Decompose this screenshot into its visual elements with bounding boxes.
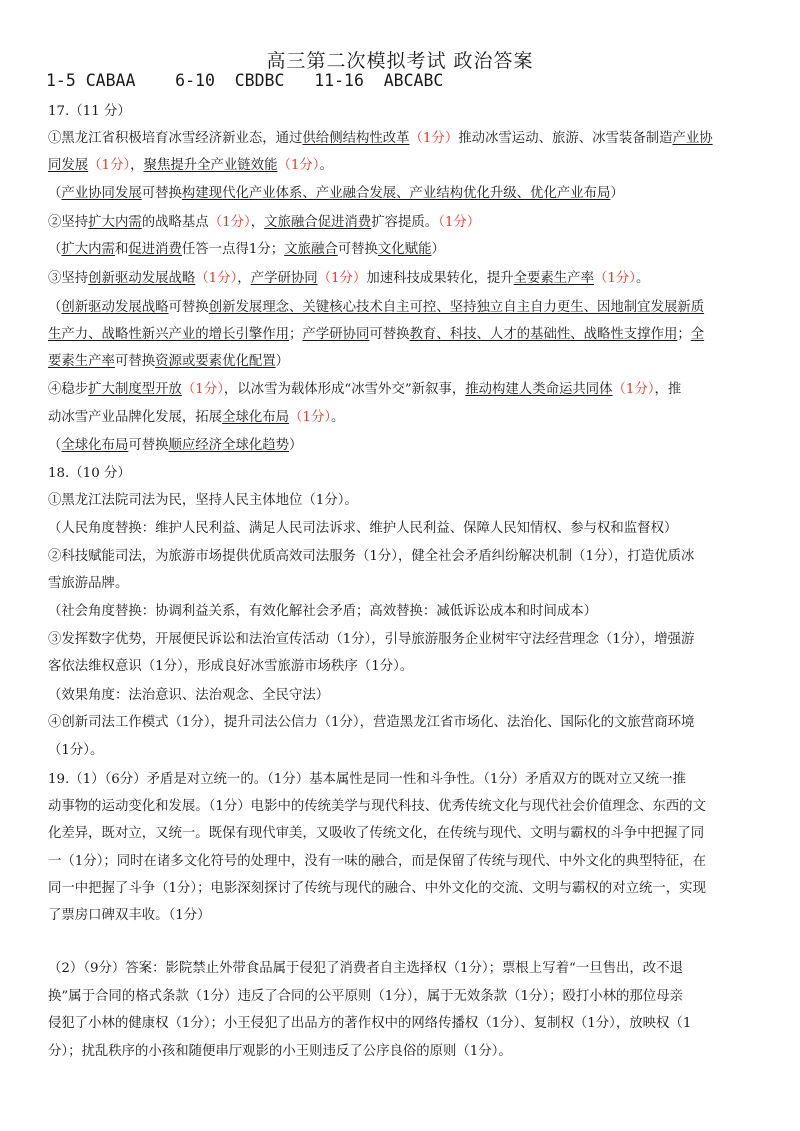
key-phrase: 扩大制度型开放: [88, 382, 182, 397]
answer-text: ）: [289, 438, 303, 453]
answer-line: [48, 492, 753, 510]
answer-line: [48, 631, 753, 649]
answer-text: 可替换: [168, 300, 209, 315]
answer-text: ，推: [654, 382, 682, 397]
answer-text: ）: [610, 186, 624, 201]
score-mark: （1分）: [593, 271, 636, 286]
answer-line: [48, 1015, 753, 1033]
key-phrase: 全: [690, 327, 705, 342]
answer-text: （2）（9分）答案：影院禁止外带食品属于侵犯了消费者自主选择权（1分）；票根上写着“一旦售出，改不退: [48, 961, 683, 976]
answer-text: 可替换: [141, 186, 182, 201]
answer-text: 。: [331, 410, 345, 425]
answer-text: （1分）。: [48, 743, 104, 758]
answer-text: 动冰雪产业品牌化发展，拓展: [48, 410, 223, 425]
answer-line: [48, 1043, 753, 1061]
answer-line: [48, 326, 753, 344]
key-phrase: 产业协: [672, 131, 713, 146]
key-phrase: 产业协同发展: [61, 186, 142, 201]
answer-text: 可替换: [114, 354, 156, 369]
answer-text: ）: [431, 242, 445, 257]
key-phrase: 文化赋能: [377, 242, 432, 257]
score-mark: （1分）: [317, 271, 367, 286]
answer-line: [48, 381, 753, 399]
answer-line: [48, 960, 753, 978]
key-phrase: 创新驱动发展战略: [61, 300, 169, 315]
answer-line: [48, 853, 753, 871]
answer-text: ，: [237, 271, 251, 286]
answer-line: [48, 742, 753, 760]
key-phrase: 教育、科技、人才的基础性、战略性支撑作用: [409, 327, 678, 342]
answer-text: （人民角度替换：维护人民利益、满足人民司法诉求、维护人民利益、保障人民知情权、参与权和监督权）: [48, 521, 678, 536]
answer-text: 扩容提质。: [371, 215, 439, 230]
answer-text: ，: [130, 158, 144, 173]
answer-text: 的战略基点: [141, 215, 209, 230]
answer-text: 动事物的运动变化和发展。（1分）电影中的传统美学与现代科技、优秀传统文化与现代社会价值理念、东西的文: [48, 799, 706, 814]
answer-text: ①黑龙江法院司法为民，坚持人民主体地位（1分）。: [48, 493, 358, 508]
score-mark: （1分）: [277, 158, 320, 173]
answer-line: [48, 907, 753, 925]
answer-line: [48, 687, 753, 705]
answer-text: ③发挥数字优势，开展便民诉讼和法治宣传活动（1分），引导旅游服务企业树牢守法经营理念（1分），增强游: [48, 632, 695, 647]
answer-text: （: [48, 438, 62, 453]
key-phrase: 全要素生产率: [513, 271, 594, 286]
key-phrase: 扩大内需: [61, 242, 115, 257]
answer-line: [48, 157, 753, 175]
key-phrase: 全球化布局: [222, 410, 290, 425]
answer-text: 雪旅游品牌。: [48, 576, 129, 591]
answer-text: 。: [635, 271, 650, 286]
answer-text: ；: [289, 327, 303, 342]
answer-line: [48, 130, 753, 148]
answer-line: [48, 465, 753, 483]
answer-text: ③坚持: [48, 271, 89, 286]
key-phrase: 创新发展理念、关键核心技术自主可控、坚持独立自主自力更生、因地制宜发展新质: [208, 300, 705, 315]
key-phrase: 同发展: [48, 158, 89, 173]
answer-line: [48, 353, 753, 371]
answer-text: 可替换: [369, 327, 410, 342]
answer-text: 一（1分）；同时在诸多文化符号的处理中，没有一味的融合，而是保留了传统与现代、中外文化的典型特征，在: [48, 854, 706, 869]
answer-text: 推动冰雪运动、旅游、冰雪装备制造: [458, 131, 673, 146]
score-mark: （1分）: [289, 410, 332, 425]
key-phrase: 顺应经济全球化趋势: [168, 438, 290, 453]
answer-text: ④创新司法工作模式（1分），提升司法公信力（1分），营造黑龙江省市场化、法治化、国际化的文旅营商环境: [48, 715, 695, 730]
answer-line: [48, 270, 753, 288]
answer-text: 加速科技成果转化，提升: [366, 271, 514, 286]
key-phrase: 聚焦提升全产业链效能: [143, 158, 278, 173]
key-phrase: 文旅融合: [284, 242, 338, 257]
answer-line: [48, 299, 753, 317]
answer-text: ④稳步: [48, 382, 89, 397]
answer-text: （: [48, 242, 62, 257]
answer-text: 侵犯了小林的健康权（1分）；小王侵犯了出品方的著作权中的网络传播权（1分）、复制权（1分），放映权（1: [48, 1016, 692, 1031]
answer-line: [48, 988, 753, 1006]
answer-text: ）: [275, 354, 290, 369]
key-phrase: 产学研协同: [302, 327, 370, 342]
score-mark: （1分）: [195, 271, 238, 286]
answer-text: ，以冰雪为载体形成“冰雪外交”新叙事，: [223, 382, 466, 397]
answer-text: 17.（11 分）: [48, 104, 131, 119]
answer-text: 和: [114, 242, 129, 257]
answer-text: 。: [319, 158, 333, 173]
answer-line: [48, 520, 753, 538]
answer-text: 同一中把握了斗争（1分）；电影深刻探讨了传统与现代的融合、中外文化的交流、文明与霸权的对立统一，实现: [48, 881, 706, 896]
answer-line: [48, 548, 753, 566]
answer-text: 化差异，既对立，又统一。既保有现代审美，又吸收了传统文化，在传统与现代、文明与霸权的斗争中把握了同: [48, 826, 705, 841]
answer-line: [48, 771, 753, 789]
answer-text: ②坚持: [48, 215, 89, 230]
answer-text: （: [48, 186, 62, 201]
answer-text: ，: [250, 215, 265, 230]
key-phrase: 构建现代化产业体系、产业融合发展、产业结构优化升级、优化产业布局: [181, 186, 611, 201]
answer-text: 分）；扰乱秩序的小孩和随便串厅观影的小王则违反了公序良俗的原则（1分）。: [48, 1044, 512, 1059]
answer-line: [48, 437, 753, 455]
answer-text: 了票房口碑双丰收。（1分）: [48, 908, 211, 923]
answer-line: [48, 798, 753, 816]
answer-text: （社会角度替换：协调利益关系，有效化解社会矛盾；高效替换：减低诉讼成本和时间成本）: [48, 604, 598, 619]
answer-text: （: [48, 300, 62, 315]
score-mark: （1分）: [88, 158, 131, 173]
key-phrase: 扩大内需: [88, 215, 142, 230]
answer-line: [48, 185, 753, 203]
key-phrase: 资源或要素优化配置: [155, 354, 276, 369]
key-phrase: 促进消费: [128, 242, 182, 257]
answer-text: 可替换: [337, 242, 378, 257]
score-mark: （1分）: [438, 215, 481, 230]
answer-text: 可替换: [128, 438, 169, 453]
answer-line: [48, 714, 753, 732]
answer-line: [48, 214, 753, 232]
answer-text: 任答一点得1分；: [181, 242, 285, 257]
key-phrase: 供给侧结构性改革: [302, 131, 410, 146]
key-phrase: 全球化布局: [61, 438, 129, 453]
key-phrase: 产学研协同: [250, 271, 318, 286]
answer-text: ；: [677, 327, 691, 342]
answer-line: [48, 103, 753, 121]
score-mark: （1分）: [612, 382, 655, 397]
answer-text: 19.（1）（6分）矛盾是对立统一的。（1分）基本属性是同一性和斗争性。（1分）矛盾双方的既对立又统一推: [48, 772, 686, 787]
key-phrase: 生产力、战略性新兴产业的增长引擎作用: [48, 327, 290, 342]
answer-text: ①黑龙江省积极培育冰雪经济新业态，通过: [48, 131, 303, 146]
key-phrase: 推动构建人类命运共同体: [465, 382, 613, 397]
score-mark: （1分）: [181, 382, 224, 397]
key-phrase: 文旅融合促进消费: [264, 215, 372, 230]
answer-text: 客依法维权意识（1分），形成良好冰雪旅游市场秩序（1分）。: [48, 659, 414, 674]
answer-line: [48, 241, 753, 259]
multiple-choice-answers: 1-5 CABAA 6-10 CBDBC 11-16 ABCABC: [46, 71, 444, 90]
answer-line: [48, 880, 753, 898]
answer-line: [48, 658, 753, 676]
answer-text: ②科技赋能司法，为旅游市场提供优质高效司法服务（1分），健全社会矛盾纠纷解决机制（1分），打造优质冰: [48, 549, 695, 564]
answer-line: [48, 825, 753, 843]
answer-text: 18.（10 分）: [48, 466, 131, 481]
answer-text: （效果角度：法治意识、法治观念、全民守法）: [48, 688, 330, 703]
key-phrase: 创新驱动发展战略: [88, 271, 196, 286]
page-title: 高三第二次模拟考试 政治答案: [266, 50, 534, 72]
answer-line: [48, 409, 753, 427]
key-phrase: 要素生产率: [48, 354, 115, 369]
answer-line: [48, 603, 753, 621]
answer-line: [48, 575, 753, 593]
score-mark: （1分）: [208, 215, 251, 230]
answer-text: 换”属于合同的格式条款（1分）违反了合同的公平原则（1分），属于无效条款（1分）；殴打小林的那位母亲: [48, 989, 683, 1004]
score-mark: （1分）: [409, 131, 459, 146]
